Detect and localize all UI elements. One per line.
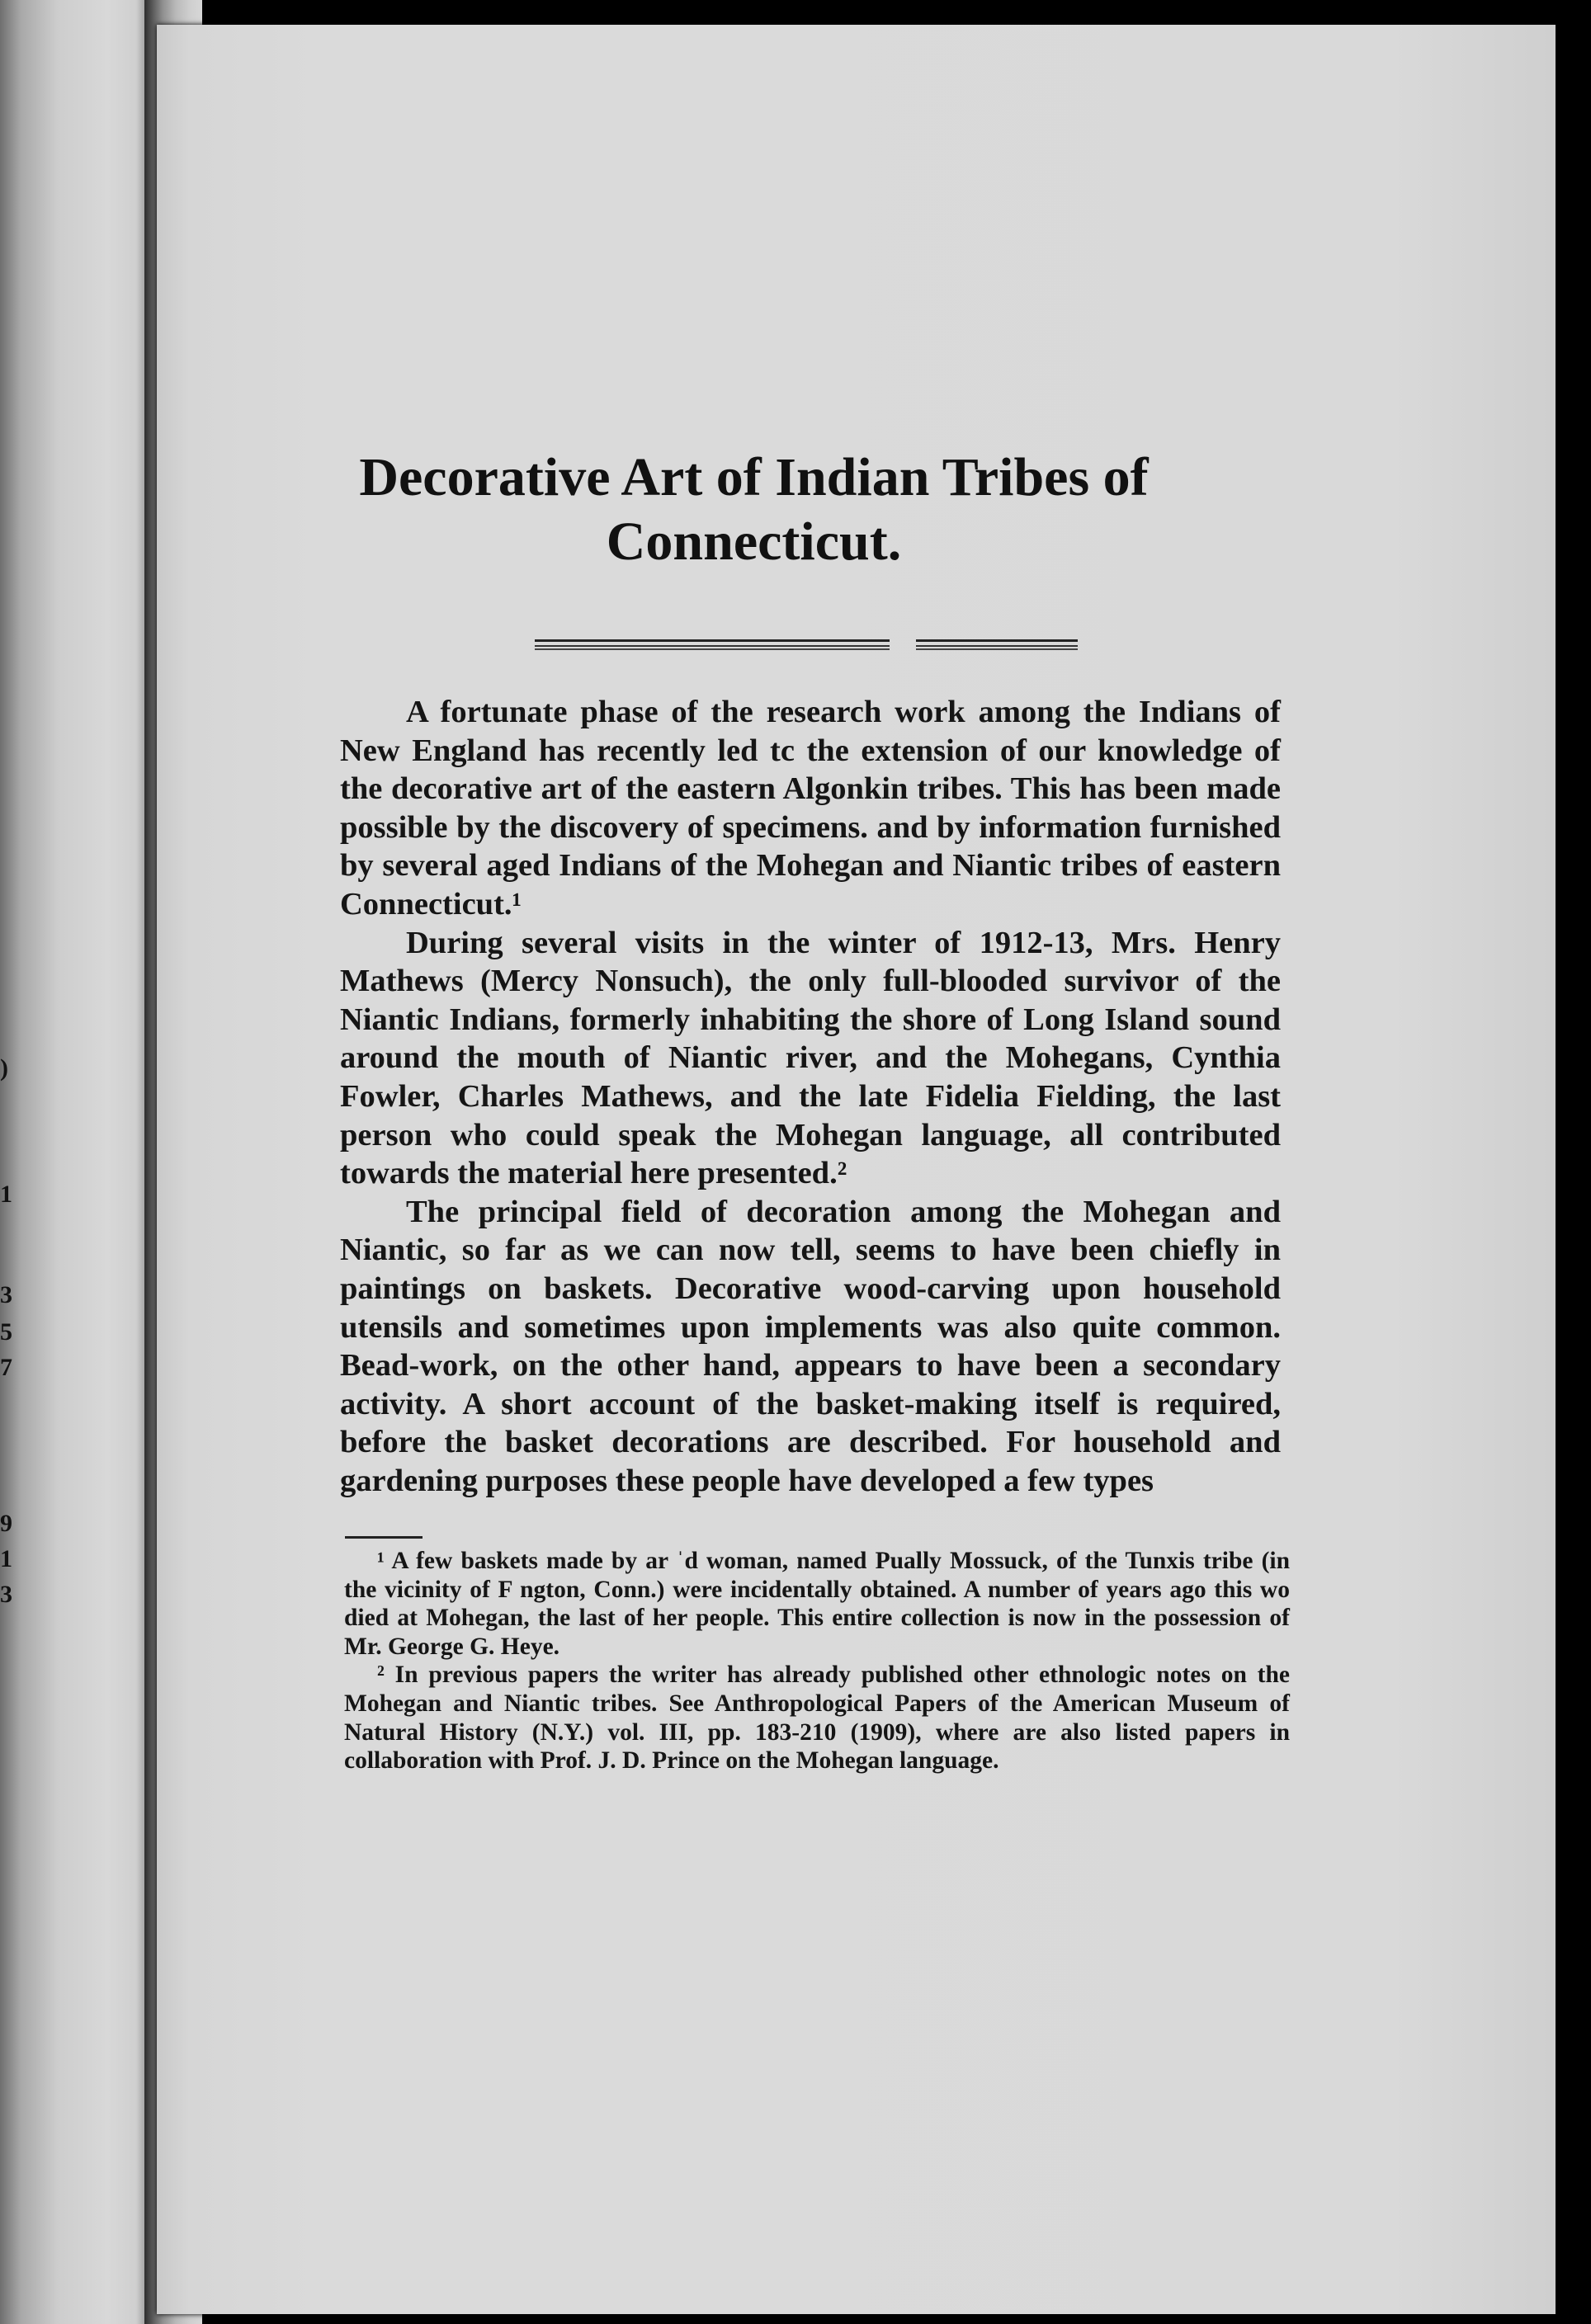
article-body	[340, 693, 1281, 1500]
title-line: Connecticut.	[606, 511, 902, 572]
footnote: ¹ A few baskets made by ar ˈd woman, named Pually Mossuck, of the Tunxis tribe (in the vicinity of F ngton, Conn.) were incidentally obtained. A number of years ago this wo died at Mohegan, the last of her people. This entire collection is now in the possession of Mr. George G. Heye.	[344, 1548, 1290, 1660]
scanned-page	[157, 25, 1556, 2314]
title-ornament-rule	[535, 639, 1079, 651]
margin-page-fragments	[0, 0, 25, 2324]
page-title	[54, 445, 1453, 574]
margin-fragment: 1	[0, 1181, 12, 1208]
paragraph: During several visits in the winter of 1912-13, Mrs. Henry Mathews (Mercy Nonsuch), the only full-blooded survivor of the Niantic Indians, formerly inhabiting the shore of Long Island sound around the mouth of Niantic river, and the Mohegans, Cynthia Fowler, Charles Mathews, and the late Fidelia Fielding, the last person who could speak the Mohegan language, all contributed towards the material here presented.²	[340, 925, 1281, 1191]
title-line: Decorative Art of Indian Tribes of	[359, 447, 1149, 507]
footnotes	[344, 1547, 1290, 1775]
margin-fragment: )	[0, 1054, 8, 1082]
margin-fragment: 1	[0, 1545, 12, 1572]
paragraph: A fortunate phase of the research work among the Indians of New England has recently led tc the extension of our knowledge of the decorative art of the eastern Algonkin tribes. This has been made possible by the discovery of specimens. and by information furnished by several aged Indians of the Mohegan and Niantic tribes of eastern Connecticut.¹	[340, 695, 1281, 922]
paragraph: The principal field of decoration among the Mohegan and Niantic, so far as we can now tell, seems to have been chiefly in paintings on baskets. Decorative wood-carving upon household utensils and sometimes upon implements was also quite common. Bead-work, on the other hand, appears to have been a secondary activity. A short account of the basket-making itself is required, before the basket decorations are described. For household and gardening purposes these people have developed a few types	[340, 1194, 1281, 1498]
facing-page-edge	[0, 0, 153, 2324]
margin-fragment: 9	[0, 1510, 12, 1537]
footnote: ² In previous papers the writer has already published other ethnologic notes on the Mohegan and Niantic tribes. See Anthropological Papers of the American Museum of Natural History (N.Y.) vol. III, pp. 183-210 (1909), where are also listed papers in collaboration with Prof. J. D. Prince on the Mohegan language.	[344, 1662, 1290, 1775]
margin-fragment: 7	[0, 1354, 12, 1381]
margin-fragment: 3	[0, 1581, 12, 1608]
footnote-separator	[345, 1536, 423, 1539]
margin-fragment: 3	[0, 1281, 12, 1308]
margin-fragment: 5	[0, 1318, 12, 1346]
